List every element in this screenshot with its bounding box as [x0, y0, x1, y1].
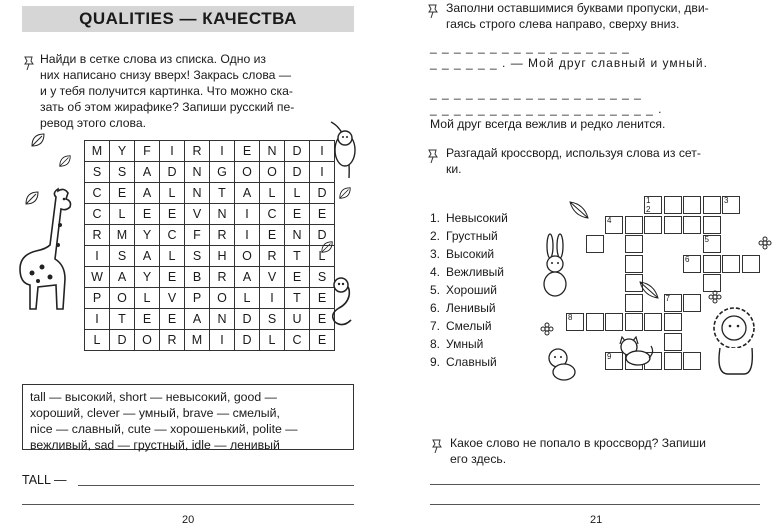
grid-cell[interactable]: A	[235, 267, 260, 288]
clue-text: Ленивый	[446, 301, 496, 315]
instruction-line: зать об этом жирафике? Запиши русский пе-	[40, 100, 295, 114]
clue-number: 8.	[430, 337, 441, 351]
crossword-cell[interactable]	[625, 313, 643, 331]
fill-line[interactable]: _ _ _ _ _ _ _ _ _ _ _ _ _ _ _ _ _ _ _ .	[430, 102, 663, 116]
crossword-cell[interactable]	[664, 333, 682, 351]
grid-cell[interactable]: C	[85, 204, 110, 225]
crossword-cell[interactable]	[664, 196, 682, 214]
grid-cell[interactable]: B	[185, 267, 210, 288]
crossword-cell[interactable]	[683, 352, 701, 370]
crossword-cell[interactable]	[742, 255, 760, 273]
grid-cell[interactable]: R	[160, 330, 185, 351]
grid-cell[interactable]: A	[185, 309, 210, 330]
puppy-illustration-icon	[544, 346, 578, 382]
crossword-cell[interactable]	[683, 294, 701, 312]
crossword-cell[interactable]	[664, 352, 682, 370]
grid-cell[interactable]: L	[135, 288, 160, 309]
grid-cell[interactable]: L	[160, 183, 185, 204]
crossword-cell[interactable]	[625, 255, 643, 273]
crossword-number: 7	[665, 293, 670, 303]
grid-cell[interactable]: I	[310, 141, 335, 162]
rabbit-illustration-icon	[538, 232, 572, 298]
clue-number: 1.	[430, 211, 441, 225]
grid-cell[interactable]: L	[110, 204, 135, 225]
clue-item	[430, 353, 508, 371]
word-list-line: хороший, clever — умный, brave — смелый,	[30, 406, 280, 420]
grid-cell[interactable]: I	[85, 309, 110, 330]
grid-cell[interactable]: A	[235, 183, 260, 204]
grid-cell[interactable]: R	[85, 225, 110, 246]
answer-line[interactable]	[78, 485, 354, 486]
grid-cell[interactable]: D	[285, 162, 310, 183]
grid-cell[interactable]: E	[160, 204, 185, 225]
crossword-cell[interactable]	[683, 255, 701, 273]
grid-cell[interactable]: I	[310, 162, 335, 183]
grid-cell[interactable]: W	[85, 267, 110, 288]
grid-cell[interactable]: A	[135, 246, 160, 267]
flower-icon	[540, 322, 554, 336]
grid-cell[interactable]: S	[260, 309, 285, 330]
pushpin-icon	[430, 438, 444, 454]
clue-number: 6.	[430, 301, 441, 315]
grid-cell[interactable]: D	[235, 309, 260, 330]
grid-cell[interactable]: O	[210, 288, 235, 309]
instruction-line: и у тебя получится картинка. Что можно ска-	[40, 84, 293, 98]
word-list-line: nice — славный, cute — хорошенький, polite —	[30, 422, 298, 436]
flower-icon	[708, 290, 722, 304]
grid-cell[interactable]: S	[310, 267, 335, 288]
grid-cell[interactable]: D	[110, 330, 135, 351]
grid-cell[interactable]: I	[235, 225, 260, 246]
crossword-cell[interactable]	[664, 294, 682, 312]
clue-text: Хороший	[446, 283, 497, 297]
instruction-line: гаясь строго слева направо, сверху вниз.	[446, 17, 680, 31]
grid-cell[interactable]: N	[210, 204, 235, 225]
crossword-number: 6	[685, 254, 690, 264]
grid-cell[interactable]: G	[210, 162, 235, 183]
grid-cell[interactable]: O	[235, 162, 260, 183]
grid-cell[interactable]: L	[160, 246, 185, 267]
crossword-cell[interactable]	[683, 216, 701, 234]
crossword-cell[interactable]	[664, 216, 682, 234]
grid-cell[interactable]: R	[210, 267, 235, 288]
grid-row	[85, 309, 335, 330]
fill-sentence: Мой друг всегда вежлив и редко ленится.	[430, 117, 666, 131]
grid-cell[interactable]: S	[110, 162, 135, 183]
giraffe-illustration-icon	[2, 185, 80, 315]
grid-cell[interactable]: L	[285, 183, 310, 204]
grid-cell[interactable]: O	[260, 162, 285, 183]
crossword-number: 4	[607, 215, 612, 225]
crossword-number: 1	[646, 196, 651, 205]
lion-illustration-icon	[706, 304, 764, 376]
crossword-cell[interactable]	[586, 313, 604, 331]
grid-cell[interactable]: L	[235, 288, 260, 309]
crossword-cell[interactable]	[683, 196, 701, 214]
grid-cell[interactable]: R	[185, 141, 210, 162]
crossword-cell[interactable]	[605, 216, 623, 234]
grid-cell[interactable]: N	[285, 225, 310, 246]
crossword-cell[interactable]	[644, 313, 662, 331]
grid-row	[85, 225, 335, 246]
grid-cell[interactable]: S	[110, 246, 135, 267]
answer-line[interactable]	[22, 504, 354, 505]
snake-illustration-icon	[325, 276, 357, 328]
grid-cell[interactable]: L	[85, 330, 110, 351]
crossword-cell[interactable]	[722, 255, 740, 273]
grid-row	[85, 330, 335, 351]
crossword-cell[interactable]	[605, 313, 623, 331]
crossword-number: 9	[607, 352, 612, 361]
grid-cell[interactable]: I	[85, 246, 110, 267]
clue-number: 4.	[430, 265, 441, 279]
grid-cell[interactable]: L	[260, 330, 285, 351]
grid-row	[85, 267, 335, 288]
grid-cell[interactable]: E	[285, 204, 310, 225]
grid-cell[interactable]: E	[285, 267, 310, 288]
clue-item	[430, 227, 508, 245]
fill-line[interactable]: _ _ _ _ _ _ _ _ _ _ _ _ _ _ _ _ _	[430, 40, 630, 54]
word-list-box	[22, 384, 354, 450]
clue-item	[430, 245, 508, 263]
grid-cell[interactable]: D	[235, 330, 260, 351]
crossword-cell[interactable]	[703, 235, 721, 253]
grid-cell[interactable]: T	[210, 183, 235, 204]
grid-cell[interactable]: V	[185, 204, 210, 225]
grid-row	[85, 141, 335, 162]
grid-cell[interactable]: E	[310, 330, 335, 351]
grid-cell[interactable]: C	[260, 204, 285, 225]
fill-instruction-text	[446, 0, 756, 32]
grid-cell[interactable]: E	[135, 204, 160, 225]
grid-cell[interactable]: C	[160, 225, 185, 246]
grid-row	[85, 162, 335, 183]
crossword-cell[interactable]	[703, 255, 721, 273]
clue-item	[430, 299, 508, 317]
instruction-line: ревод этого слова.	[40, 116, 147, 130]
crossword-cell[interactable]	[625, 216, 643, 234]
grid-cell[interactable]: T	[285, 288, 310, 309]
crossword-cell[interactable]	[664, 313, 682, 331]
grid-cell[interactable]: V	[160, 288, 185, 309]
grid-cell[interactable]: E	[310, 288, 335, 309]
clue-text: Невысокий	[446, 211, 508, 225]
answer-label: TALL —	[22, 473, 67, 487]
grid-cell[interactable]: R	[210, 225, 235, 246]
crossword-cell[interactable]	[566, 313, 584, 331]
grid-cell[interactable]: O	[135, 330, 160, 351]
leaf-icon	[24, 190, 40, 206]
crossword-cell[interactable]	[644, 216, 662, 234]
instruction-line: Разгадай кроссворд, используя слова из сет-	[446, 146, 701, 160]
clue-item	[430, 281, 508, 299]
clue-number: 7.	[430, 319, 441, 333]
crossword-number: 3	[724, 196, 729, 205]
grid-cell[interactable]: I	[210, 141, 235, 162]
grid-cell[interactable]: L	[260, 183, 285, 204]
grid-cell[interactable]: T	[110, 309, 135, 330]
grid-row	[85, 246, 335, 267]
grid-cell[interactable]: I	[235, 204, 260, 225]
clue-text: Грустный	[446, 229, 498, 243]
grid-cell[interactable]: E	[235, 141, 260, 162]
leaf-icon	[318, 240, 336, 254]
clue-list	[430, 209, 508, 371]
grid-row	[85, 183, 335, 204]
instruction-line: Заполни оставшимися буквами пропуски, дви-	[446, 1, 709, 15]
instruction-text	[40, 51, 354, 131]
grid-cell[interactable]: E	[135, 309, 160, 330]
cat-illustration-icon	[614, 334, 654, 366]
clue-text: Высокий	[446, 247, 495, 261]
flower-icon	[758, 236, 772, 250]
clue-text: Вежливый	[446, 265, 504, 279]
grid-cell[interactable]: Y	[110, 141, 135, 162]
grid-cell[interactable]: M	[110, 225, 135, 246]
crossword-cell[interactable]	[703, 196, 721, 214]
grid-cell[interactable]: D	[160, 162, 185, 183]
feather-icon	[568, 200, 590, 220]
word-list-line: вежливый, sad — грустный, idle — ленивый	[30, 438, 280, 452]
grid-cell[interactable]: E	[110, 183, 135, 204]
grid-cell[interactable]: E	[310, 204, 335, 225]
word-search-grid[interactable]	[84, 140, 335, 351]
word-list-line: tall — высокий, short — невысокий, good —	[30, 390, 277, 404]
clue-number: 5.	[430, 283, 441, 297]
grid-cell[interactable]: O	[235, 246, 260, 267]
pushpin-icon	[426, 148, 440, 164]
final-question-text	[450, 435, 756, 467]
instruction-line: его здесь.	[450, 452, 507, 466]
leaf-icon	[338, 186, 352, 200]
instruction-line: Найди в сетке слова из списка. Одно из	[40, 52, 266, 66]
crossword-number: 2	[646, 204, 651, 214]
answer-line[interactable]	[430, 484, 760, 485]
grid-cell[interactable]: F	[135, 141, 160, 162]
grid-cell[interactable]: A	[110, 267, 135, 288]
grid-cell[interactable]: N	[210, 309, 235, 330]
grid-cell[interactable]: Y	[135, 225, 160, 246]
crossword-instruction-text	[446, 145, 756, 177]
crossword-cell[interactable]	[644, 196, 662, 214]
grid-cell[interactable]: C	[285, 330, 310, 351]
grid-row	[85, 204, 335, 225]
grid-cell[interactable]: N	[185, 162, 210, 183]
instruction-line: них написано снизу вверх! Закрась слова —	[40, 68, 292, 82]
grid-cell[interactable]: I	[160, 141, 185, 162]
leaf-icon	[58, 154, 72, 168]
page-title: QUALITIES — КАЧЕСТВА	[22, 6, 354, 32]
grid-cell[interactable]: V	[260, 267, 285, 288]
grid-cell[interactable]: N	[260, 141, 285, 162]
grid-cell[interactable]: E	[160, 309, 185, 330]
clue-item	[430, 317, 508, 335]
clue-text: Смелый	[446, 319, 492, 333]
grid-cell[interactable]: R	[260, 246, 285, 267]
crossword-cell[interactable]	[703, 216, 721, 234]
grid-cell[interactable]: M	[185, 330, 210, 351]
grid-cell[interactable]: D	[310, 225, 335, 246]
grid-cell[interactable]: Y	[135, 267, 160, 288]
clue-item	[430, 263, 508, 281]
grid-cell[interactable]: S	[85, 162, 110, 183]
crossword-number: 5	[704, 235, 709, 244]
clue-number: 3.	[430, 247, 441, 261]
clue-number: 9.	[430, 355, 441, 369]
grid-cell[interactable]: I	[260, 288, 285, 309]
grid-cell[interactable]: A	[135, 183, 160, 204]
grid-row	[85, 288, 335, 309]
grid-cell[interactable]: H	[210, 246, 235, 267]
sloth-illustration-icon	[323, 120, 363, 180]
clue-item	[430, 335, 508, 353]
grid-cell[interactable]: M	[85, 141, 110, 162]
pushpin-icon	[22, 55, 36, 71]
grid-cell[interactable]: L	[310, 246, 335, 267]
grid-cell[interactable]: A	[135, 162, 160, 183]
page-number: 21	[590, 514, 603, 526]
feather-icon	[638, 280, 660, 300]
fill-line[interactable]: _ _ _ _ _ _ . — Мой друг славный и умный.	[430, 56, 708, 70]
grid-cell[interactable]: E	[260, 225, 285, 246]
clue-item	[430, 209, 508, 227]
grid-cell[interactable]: I	[210, 330, 235, 351]
crossword-cell[interactable]	[722, 196, 740, 214]
instruction-line: Какое слово не попало в кроссворд? Запиши	[450, 436, 706, 450]
grid-cell[interactable]: N	[185, 183, 210, 204]
fill-line[interactable]: _ _ _ _ _ _ _ _ _ _ _ _ _ _ _ _ _ _	[430, 86, 642, 100]
crossword-number: 8	[568, 313, 573, 322]
grid-cell[interactable]: P	[85, 288, 110, 309]
grid-cell[interactable]: F	[185, 225, 210, 246]
grid-cell[interactable]: D	[285, 141, 310, 162]
grid-cell[interactable]: T	[285, 246, 310, 267]
crossword-cell[interactable]	[625, 235, 643, 253]
crossword-cell[interactable]	[586, 235, 604, 253]
instruction-line: ки.	[446, 162, 462, 176]
grid-cell[interactable]: S	[185, 246, 210, 267]
grid-cell[interactable]: P	[185, 288, 210, 309]
grid-cell[interactable]: C	[85, 183, 110, 204]
grid-cell[interactable]: E	[160, 267, 185, 288]
pushpin-icon	[426, 3, 440, 19]
clue-text: Умный	[446, 337, 484, 351]
grid-cell[interactable]: D	[310, 183, 335, 204]
grid-cell[interactable]: U	[285, 309, 310, 330]
clue-number: 2.	[430, 229, 441, 243]
page-number: 20	[182, 514, 195, 526]
clue-text: Славный	[446, 355, 497, 369]
answer-line[interactable]	[430, 504, 760, 505]
leaf-icon	[30, 132, 46, 148]
grid-cell[interactable]: O	[110, 288, 135, 309]
grid-cell[interactable]: E	[310, 309, 335, 330]
